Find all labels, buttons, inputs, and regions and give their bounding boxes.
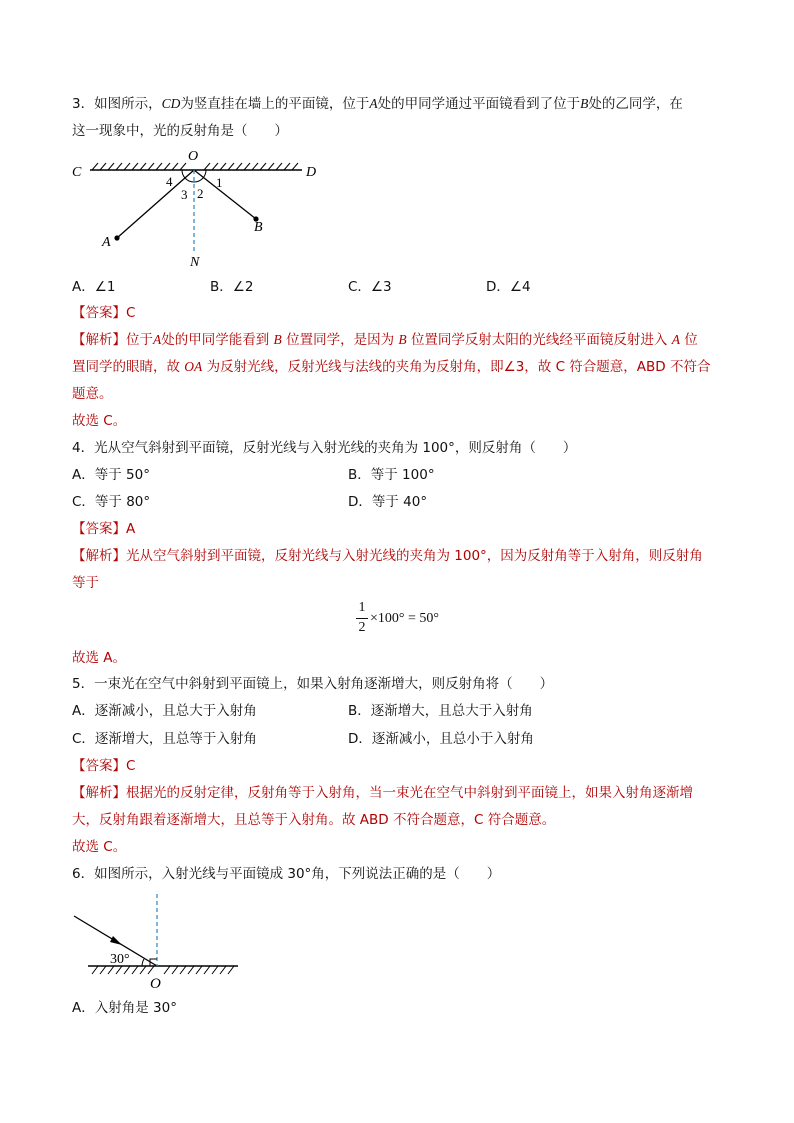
q6-option-a: A．入射角是 30° [72, 1000, 177, 1016]
q3-option-d: D．∠4 [486, 279, 531, 295]
q5-answer: 【答案】C [72, 758, 136, 774]
svg-text:B: B [254, 220, 263, 235]
q3-option-b: B．∠2 [210, 279, 254, 295]
q4-option-b: B．等于 100° [348, 467, 435, 483]
svg-text:O: O [150, 976, 161, 992]
svg-text:30°: 30° [110, 952, 130, 967]
formula-denominator: 2 [358, 620, 366, 635]
q6-mirror-diagram [70, 890, 250, 994]
q6-stem: 6．如图所示，入射光线与平面镜成 30°角，下列说法正确的是（ ） [72, 866, 501, 882]
q3-stem-line2: 这一现象中，光的反射角是（ ） [72, 123, 288, 139]
svg-text:D: D [306, 165, 317, 180]
svg-text:1: 1 [216, 175, 223, 190]
q3-choose: 故选 C。 [72, 413, 127, 429]
q3-explanation-line3: 题意。 [72, 386, 113, 402]
q3-option-c: C．∠3 [348, 279, 392, 295]
q5-choose: 故选 C。 [72, 839, 127, 855]
svg-text:N: N [190, 255, 200, 270]
svg-text:3: 3 [181, 187, 188, 202]
svg-text:O: O [188, 149, 199, 164]
q4-stem: 4．光从空气斜射到平面镜，反射光线与入射光线的夹角为 100°，则反射角（ ） [72, 440, 577, 456]
q4-choose: 故选 A。 [72, 650, 127, 666]
q4-option-d: D．等于 40° [348, 494, 428, 510]
q4-answer: 【答案】A [72, 521, 136, 537]
q4-option-a: A．等于 50° [72, 467, 150, 483]
q3-option-a: A．∠1 [72, 279, 116, 295]
q5-explanation-line1: 【解析】根据光的反射定律，反射角等于入射角，当一束光在空气中斜射到平面镜上，如果入射角逐渐增 [72, 785, 693, 801]
q5-stem: 5．一束光在空气中斜射到平面镜上，如果入射角逐渐增大，则反射角将（ ） [72, 676, 554, 692]
q3-explanation-line1: 【解析】位于A处的甲同学能看到 B 位置同学，是因为 B 位置同学反射太阳的光线经平面镜反射进入 A 位 [72, 332, 698, 348]
q3-mirror-diagram [66, 146, 326, 270]
svg-text:4: 4 [166, 174, 173, 189]
q4-option-c: C．等于 80° [72, 494, 151, 510]
q4-explanation-line1: 【解析】光从空气斜射到平面镜，反射光线与入射光线的夹角为 100°，因为反射角等于入射角，则反射角 [72, 548, 703, 564]
q5-explanation-line2: 大，反射角跟着逐渐增大，且总等于入射角。故 ABD 不符合题意，C 符合题意。 [72, 812, 556, 828]
q3-answer: 【答案】C [72, 305, 136, 321]
svg-text:A: A [102, 235, 111, 250]
formula-numerator: 1 [358, 600, 366, 615]
q5-option-d: D．逐渐减小，且总小于入射角 [348, 731, 534, 747]
q3-explanation-line2: 置同学的眼睛，故 OA 为反射光线，反射光线与法线的夹角为反射角，即∠3，故 C 符合题意，ABD 不符合 [72, 359, 711, 375]
svg-text:2: 2 [197, 186, 204, 201]
svg-text:C: C [72, 165, 82, 180]
formula-fraction-bar [356, 618, 368, 619]
formula-rest: ×100° = 50° [370, 611, 439, 626]
q3-stem-line1: 3．如图所示，CD为竖直挂在墙上的平面镜，位于A处的甲同学通过平面镜看到了位于B处的乙同学，在 [72, 96, 683, 112]
q4-explanation-line2: 等于 [72, 575, 99, 591]
q5-option-c: C．逐渐增大，且总等于入射角 [72, 731, 257, 747]
q5-option-b: B．逐渐增大，且总大于入射角 [348, 703, 533, 719]
q5-option-a: A．逐渐减小，且总大于入射角 [72, 703, 257, 719]
